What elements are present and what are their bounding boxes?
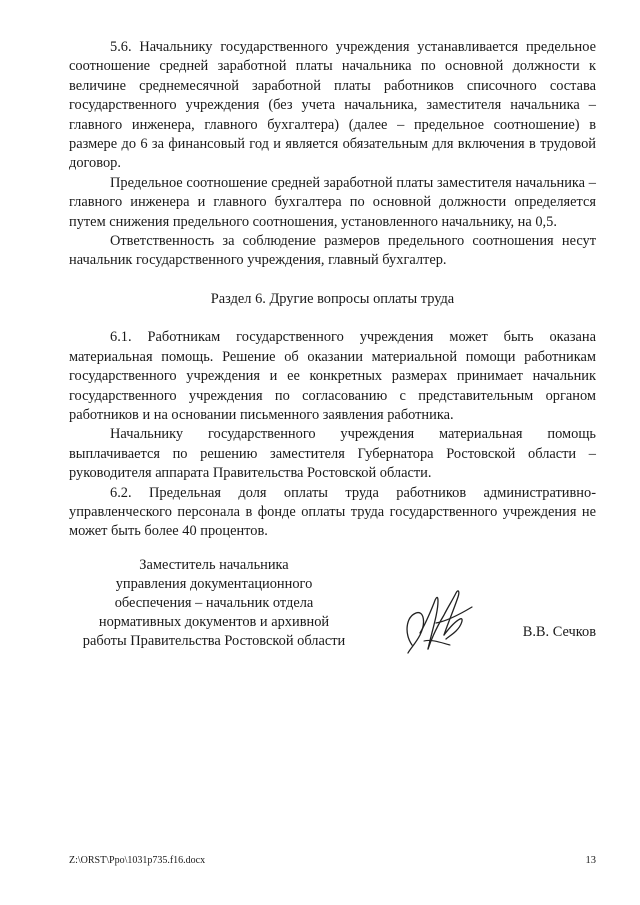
paragraph-5-6: 5.6. Начальнику государственного учреждения устанавливается предельное соотношение средней заработной платы начальника по основной должности к величине среднемесячной заработной платы работников списочного состава государственного учреждения (без учета начальника, заместителя начальника – главного инженера, главного бухгалтера) (далее – предельное соотношение) в размере до 6 за финансовый год и является обязательным для включения в трудовой договор. [69,39,596,172]
paragraph-6-2: 6.2. Предельная доля оплаты труда работников административно-управленческого персонала в фонде оплаты труда государственного учреждения не может быть более 40 процентов. [69,484,596,540]
document-body [69,38,596,542]
position-line: работы Правительства Ростовской области [82,633,346,649]
position-line: управления документационного [115,576,313,592]
footer-file-path: Z:\ORST\Ppo\1031p735.f16.docx [69,855,206,866]
paragraph-6-1: 6.1. Работникам государственного учреждения может быть оказана материальная помощь. Решение об оказании материальной помощи работникам государственного учреждения и ее конкретных размерах принимает начальник государственного учреждения по согласованию с представительным органом работников и на основании письменного заявления работника. [69,329,596,423]
signatory-position [69,556,359,651]
position-line: нормативных документов и архивной [98,614,330,630]
paragraph-deputy-ratio: Предельное соотношение средней заработной платы заместителя начальника – главного инженера и главного бухгалтера по основной должности определяется путем снижения предельного соотношения, установленного начальнику, на 0,5. [69,174,596,230]
section-heading: Раздел 6. Другие вопросы оплаты труда [210,290,455,307]
signer-name: В.В. Сечков [522,624,596,640]
position-line: Заместитель начальника [139,557,289,573]
paragraph-head-assistance: Начальнику государственного учреждения материальная помощь выплачивается по решению заместителя Губернатора Ростовской области – руководителя аппарата Правительства Ростовской области. [69,426,596,482]
page-number: 13 [585,855,596,866]
paragraph-responsibility: Ответственность за соблюдение размеров предельного соотношения несут начальник государственного учреждения, главный бухгалтер. [69,233,596,269]
handwritten-signature [398,583,478,659]
position-line: обеспечения – начальник отдела [114,595,314,611]
